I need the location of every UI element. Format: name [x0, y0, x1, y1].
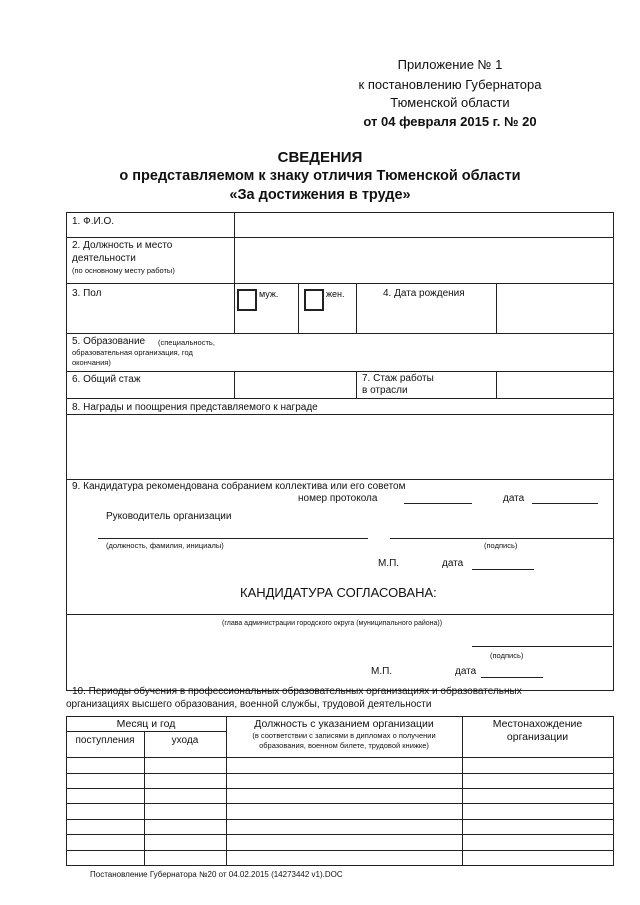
female-checkbox[interactable] — [304, 289, 324, 311]
appendix-date: от 04 февраля 2015 г. № 20 — [363, 114, 537, 129]
field-awards-value[interactable] — [68, 416, 612, 477]
award-name: «За достижения в труде» — [229, 187, 411, 203]
field-gender-label: 3. Пол — [72, 288, 102, 299]
admin-date-field[interactable] — [481, 677, 543, 678]
approval-heading: КАНДИДАТУРА СОГЛАСОВАНА: — [240, 585, 437, 600]
female-label: жен. — [326, 289, 345, 299]
field-education-note-1: (специальность, — [158, 338, 215, 347]
head-date-label: дата — [442, 558, 464, 569]
field-education-label: 5. Образование — [72, 336, 146, 347]
head-signature-field[interactable] — [390, 538, 614, 539]
head-date-field[interactable] — [472, 569, 534, 570]
document-title: СВЕДЕНИЯ — [277, 149, 363, 166]
footer-document-name: Постановление Губернатора №20 от 04.02.2015 (14273442 v1).DOC — [90, 870, 343, 879]
section10-text-1: 10. Периоды обучения в профессиональных образовательных организациях и образовательных — [72, 686, 522, 697]
protocol-number-field[interactable] — [404, 503, 472, 504]
field-fio-label: 1. Ф.И.О. — [72, 216, 115, 227]
admin-signature-field[interactable] — [472, 646, 612, 647]
col-leave: ухода — [171, 735, 199, 746]
male-label: муж. — [259, 289, 279, 299]
stamp-label: М.П. — [378, 558, 400, 569]
field-awards-label: 8. Награды и поощрения представляемого к награде — [72, 402, 318, 413]
field-position-note: (по основному месту работы) — [72, 266, 175, 275]
field-industry-experience-value[interactable] — [498, 373, 612, 396]
stamp-label-2: М.П. — [371, 666, 393, 677]
protocol-date-label: дата — [503, 493, 525, 504]
col-entry: поступления — [75, 735, 135, 746]
col-position-note-1: (в соответствии с записями в дипломах о получении — [252, 731, 436, 740]
head-of-organization-label: Руководитель организации — [106, 511, 232, 522]
appendix-region: Тюменской области — [390, 95, 510, 110]
col-position-note-2: образования, военном билете, трудовой книжке) — [259, 741, 429, 750]
field-total-experience-value[interactable] — [236, 373, 354, 396]
field-education-note-2: образовательная организация, год — [72, 348, 193, 357]
admin-date-label: дата — [455, 666, 477, 677]
position-name-note: (должность, фамилия, инициалы) — [106, 541, 224, 550]
signature-note: (подпись) — [484, 541, 518, 550]
field-birthdate-value[interactable] — [498, 285, 612, 331]
document-subtitle: о представляемом к знаку отличия Тюменской области — [119, 168, 521, 184]
protocol-number-label: номер протокола — [298, 493, 378, 504]
recommendation-label: 9. Кандидатура рекомендована собранием коллектива или его советом — [72, 481, 406, 492]
field-fio-value[interactable] — [236, 214, 612, 236]
field-industry-experience-label: 7. Стаж работы — [362, 373, 434, 384]
appendix-number: Приложение № 1 — [397, 57, 503, 72]
field-position-label-2: деятельности — [72, 253, 136, 264]
field-birthdate-label: 4. Дата рождения — [383, 288, 465, 299]
field-education-note-3: окончания) — [72, 358, 111, 367]
male-checkbox[interactable] — [237, 289, 257, 311]
col-location-2: организации — [506, 731, 569, 743]
appendix-reference: к постановлению Губернатора — [358, 77, 542, 92]
signature-note-2: (подпись) — [490, 651, 524, 660]
field-education-value[interactable] — [236, 335, 612, 369]
col-month-year: Месяц и год — [116, 718, 176, 730]
field-total-experience-label: 6. Общий стаж — [72, 374, 141, 385]
protocol-date-field[interactable] — [532, 503, 598, 504]
admin-head-note: (глава администрации городского округа (муниципального района)) — [222, 620, 443, 627]
col-position: Должность с указанием организации — [254, 718, 434, 730]
field-position-value[interactable] — [236, 239, 612, 281]
section10-text-2: организациях высшего образования, военной службы, трудовой деятельности — [66, 699, 432, 710]
head-position-field[interactable] — [98, 538, 368, 539]
field-industry-experience-label-2: в отрасли — [362, 385, 408, 396]
col-location-1: Местонахождение — [492, 718, 583, 730]
field-position-label: 2. Должность и место — [72, 240, 173, 251]
